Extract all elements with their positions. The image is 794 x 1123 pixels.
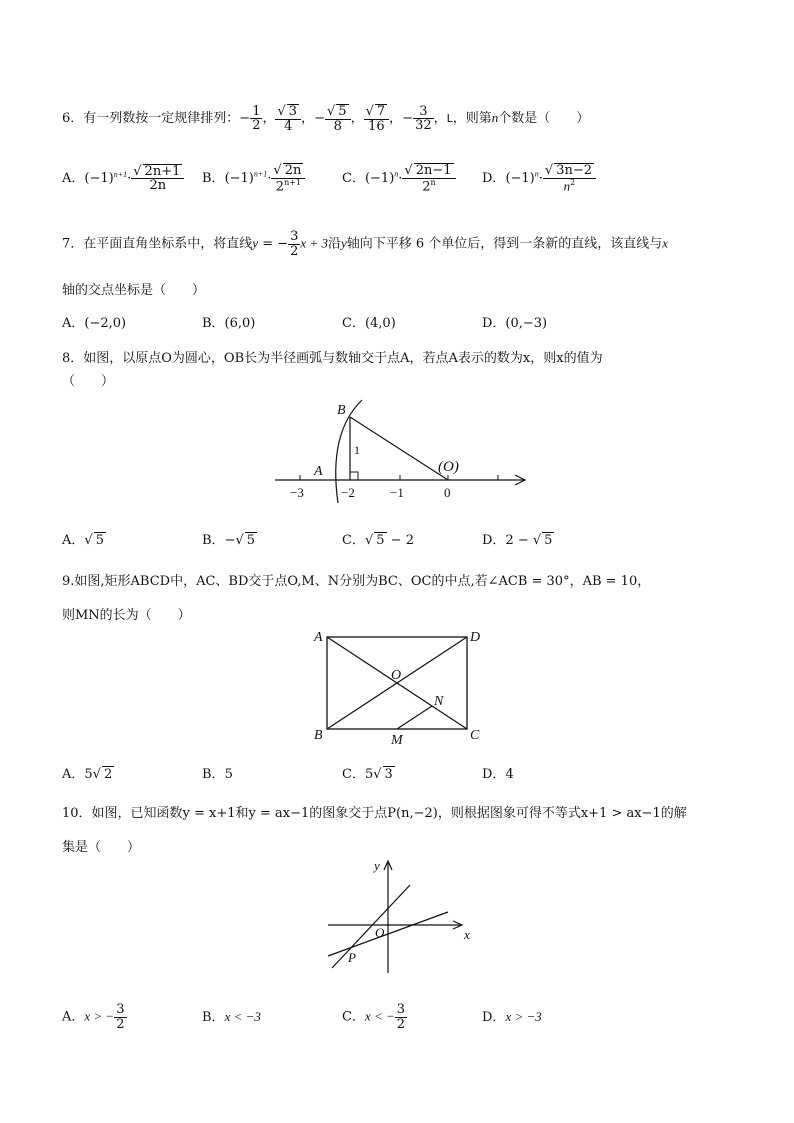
question-7: 7．在平面直角坐标系中，将直线y = − $\frac{3}{2}$ x + 3沿y轴向下平移 6 个单位后，得到一条新的直线，该直线与x (62, 229, 669, 259)
label-o: (O) (438, 459, 459, 475)
q6-term-2: $\frac{√ 3}{4}$ (275, 111, 301, 126)
label-b: B (314, 728, 323, 743)
q6-option-b[interactable]: B．$(-1)^{n+1}\cdot$ $\frac{√ 2n}{2^{n+1}}$ (202, 163, 342, 194)
q8-option-a[interactable]: A．√ 5 (62, 533, 104, 548)
q6-option-c[interactable]: C．$(-1)^n\cdot$ $\frac{√ 2n-1}{2^n}$ (342, 163, 482, 194)
label-one: 1 (354, 443, 360, 457)
q6-term-5: − $\frac{3}{32}$ (402, 103, 432, 134)
label-d: D (470, 630, 481, 645)
label-y: y (374, 858, 380, 873)
q6-option-a[interactable]: A．$(-1)^{n+1}\cdot$ $\frac{√ 2n+1}{2n}$ (62, 164, 202, 193)
q10-line-2: 集是（ ） (62, 840, 141, 855)
label-o: O (375, 925, 385, 940)
label-o: O (391, 668, 402, 683)
q10-option-d[interactable]: D．x > −3 (482, 1008, 542, 1025)
question-8: 8．如图，以原点O为圆心，OB长为半径画弧与数轴交于点A，若点A表示的数为x，则x的值为 (62, 351, 603, 366)
q10-option-c[interactable]: C．x < − $\frac{3}{2}$ (342, 1002, 406, 1032)
line-y-eq-x-plus-1 (332, 885, 410, 968)
question-6: 6．有一列数按一定规律排列：− $\frac{1}{2}$ ， $\frac{√ 3}{4}$ ，− $\frac{√ 5}{8}$ ， $\frac{√ 7}{16}$ ，− $\frac{3}{32}$ ，L，则第n个数是（ ） (62, 103, 590, 134)
q10-option-a[interactable]: A．x > − $\frac{3}{2}$ (62, 1002, 125, 1032)
q9-option-c[interactable]: C．5√ 3 (342, 767, 393, 782)
q6-term-3: − $\frac{√ 5}{8}$ (314, 111, 350, 126)
q6-term-1: − $\frac{1}{2}$ (239, 103, 261, 134)
right-angle-mark (350, 472, 358, 480)
q9-option-b[interactable]: B．5 (202, 767, 233, 782)
q8-options (62, 529, 622, 548)
q9-rectangle-figure (312, 625, 492, 750)
label-n: N (434, 694, 444, 709)
tick-label-m3: −3 (290, 485, 304, 500)
q10-graph-figure (320, 855, 480, 975)
label-c: C (470, 728, 480, 743)
q6-lead: 6．有一列数按一定规律排列： (62, 111, 240, 127)
q10-options (62, 1003, 622, 1031)
q7-option-d[interactable]: D．(0,−3) (482, 316, 548, 331)
q8-number-line-figure (270, 395, 540, 510)
label-m: M (391, 733, 403, 748)
tick-label-0: 0 (444, 485, 451, 500)
label-p: P (348, 950, 356, 965)
tick-label-m1: −1 (390, 485, 404, 500)
q9-option-a[interactable]: A．5√ 2 (62, 767, 113, 782)
q6-term-4: $\frac{√ 7}{16}$ (364, 111, 390, 126)
q9-line-2: 则MN的长为（ ） (62, 608, 191, 623)
q7-options (62, 312, 622, 331)
segment-ob (350, 417, 448, 480)
question-10: 10．如图，已知函数y = x+1和y = ax−1的图象交于点P(n,−2)，则根据图象可得不等式x+1 > ax−1的解 (62, 806, 687, 821)
question-9: 9.如图,矩形ABCD中，AC、BD交于点O,M、N分别为BC、OC的中点,若∠ACB = 30°，AB = 10， (62, 574, 651, 589)
q9-option-d[interactable]: D．4 (482, 767, 514, 782)
q8-option-b[interactable]: B．−√ 5 (202, 533, 256, 548)
q10-option-b[interactable]: B．x < −3 (202, 1008, 261, 1025)
q6-option-d[interactable]: D．$(-1)^n\cdot$ $\frac{√ 3n-2}{n^2}$ (482, 163, 622, 194)
q7-option-b[interactable]: B．(6,0) (202, 316, 256, 331)
q9-options (62, 763, 622, 782)
segment-mn (397, 706, 432, 729)
label-b: B (337, 403, 346, 418)
q6-ellipsis: L (446, 112, 453, 126)
q7-option-a[interactable]: A．(−2,0) (62, 316, 127, 331)
label-x: x (464, 927, 470, 942)
q8-line-2: （ ） (62, 374, 115, 389)
q8-option-d[interactable]: D．2 − √ 5 (482, 533, 553, 548)
q8-option-c[interactable]: C．√ 5 − 2 (342, 533, 414, 548)
label-a: A (314, 464, 323, 479)
q7-option-c[interactable]: C．(4,0) (342, 316, 396, 331)
label-a: A (314, 630, 323, 645)
q6-options (62, 163, 622, 194)
tick-label-m2: −2 (341, 485, 355, 500)
q7-line-2: 轴的交点坐标是（ ） (62, 283, 206, 298)
